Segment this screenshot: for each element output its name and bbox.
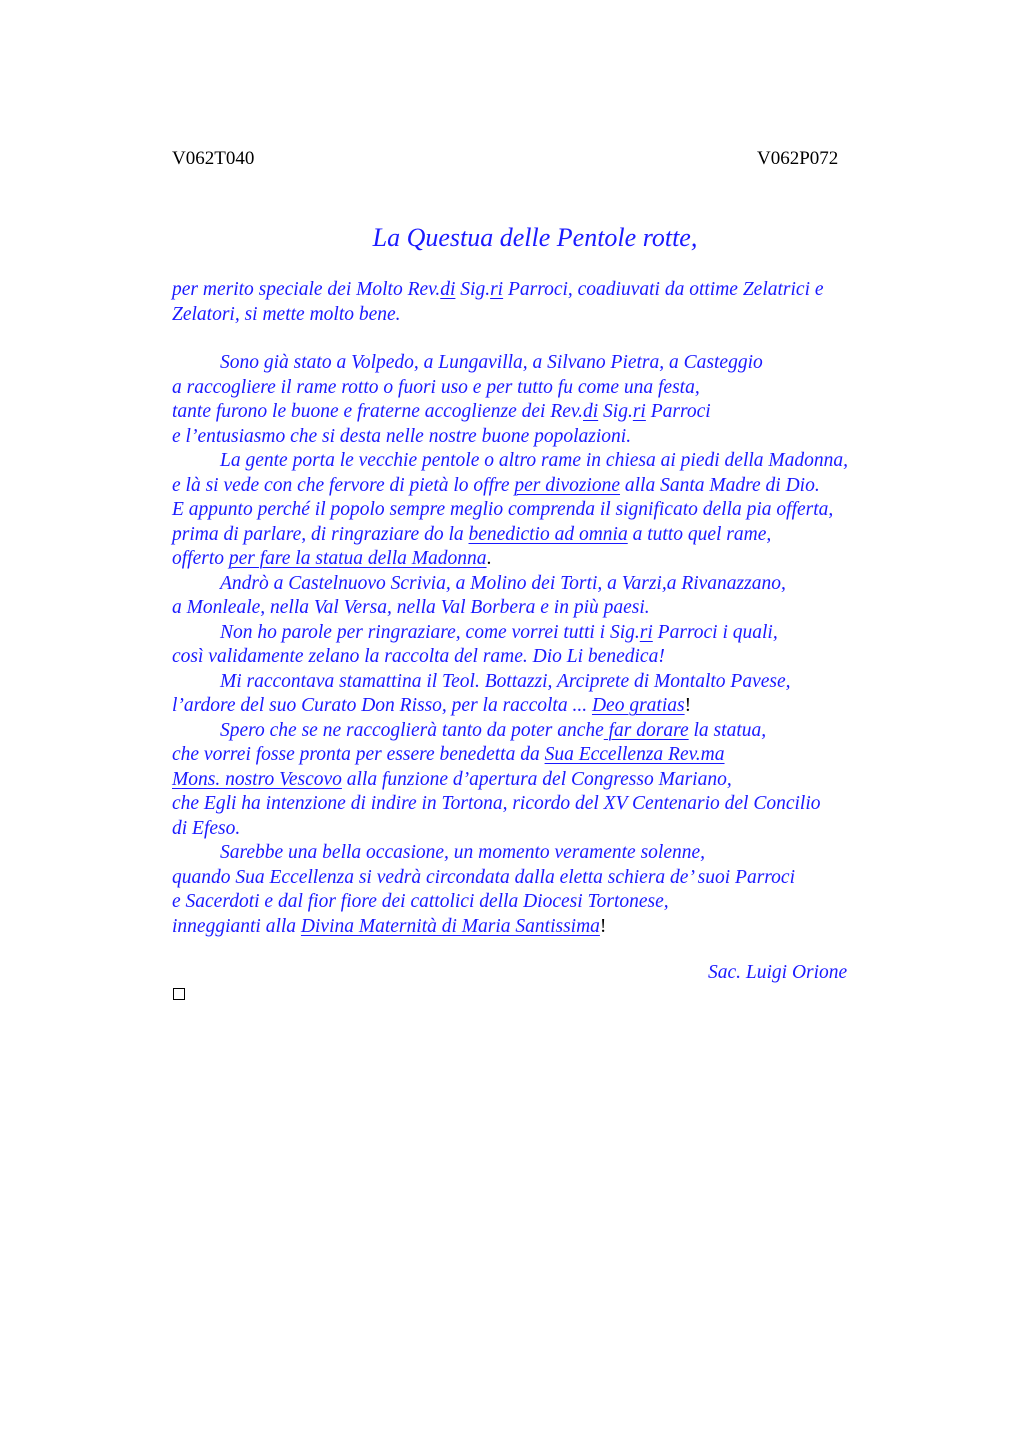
body-line: Mi raccontava stamattina il Teol. Bottazzi, Arciprete di Montalto Pavese, [220,670,791,692]
body-line: l’ardore del suo Curato Don Risso, per la raccolta ... Deo gratias! [172,695,692,716]
intro-paragraph [172,278,932,327]
body-line: prima di parlare, di ringraziare do la benedictio ad omnia a tutto quel rame, [172,523,772,545]
body-text [172,351,932,939]
document-code-left: V062T040 [172,148,255,169]
body-line: tante furono le buone e fraterne accoglienze dei Rev.di Sig.ri Parroci [172,401,711,422]
body-line: che vorrei fosse pronta per essere benedetta da Sua Eccellenza Rev.ma [172,744,725,765]
body-line: che Egli ha intenzione di indire in Tortona, ricordo del XV Centenario del Concilio [172,793,821,814]
body-line: Andrò a Castelnuovo Scrivia, a Molino dei Torti, a Varzi,a Rivanazzano, [220,572,786,594]
body-line: a raccogliere il rame rotto o fuori uso e per tutto fu come una festa, [172,376,700,398]
signature: Sac. Luigi Orione [708,962,848,983]
body-line: e Sacerdoti e dal fior fiore dei cattolici della Diocesi Tortonese, [172,891,669,912]
body-line: offerto per fare la statua della Madonna. [172,548,492,569]
intro-line-2: Zelatori, si mette molto bene. [172,303,401,325]
intro-line-1: per merito speciale dei Molto Rev.di Sig.ri Parroci, coadiuvati da ottime Zelatrici e [172,279,824,300]
body-line: inneggianti alla Divina Maternità di Maria Santissima! [172,915,607,937]
body-line: e là si vede con che fervore di pietà lo offre per divozione alla Santa Madre di Dio. [172,474,820,496]
body-line: Sarebbe una bella occasione, un momento veramente solenne, [220,842,706,863]
body-line: E appunto perché il popolo sempre meglio comprenda il significato della pia offerta, [172,499,834,520]
body-line: di Efeso. [172,817,241,839]
body-line: quando Sua Eccellenza si vedrà circondata dalla eletta schiera de’ suoi Parroci [172,866,795,888]
body-line: Spero che se ne raccoglierà tanto da poter anche far dorare la statua, [220,719,767,741]
square-glyph-icon [173,988,185,1000]
body-line: Mons. nostro Vescovo alla funzione d’apertura del Congresso Mariano, [172,768,732,790]
body-line: La gente porta le vecchie pentole o altro rame in chiesa ai piedi della Madonna, [220,450,849,471]
body-line: a Monleale, nella Val Versa, nella Val Borbera e in più paesi. [172,597,650,618]
body-line: così validamente zelano la raccolta del rame. Dio Li benedica! [172,646,665,667]
document-code-right: V062P072 [757,148,839,169]
document-title: La Questua delle Pentole rotte, [372,223,698,252]
body-line: e l’entusiasmo che si desta nelle nostre buone popolazioni. [172,425,632,447]
body-line: Non ho parole per ringraziare, come vorrei tutti i Sig.ri Parroci i quali, [220,621,778,643]
body-line: Sono già stato a Volpedo, a Lungavilla, a Silvano Pietra, a Casteggio [220,352,763,373]
